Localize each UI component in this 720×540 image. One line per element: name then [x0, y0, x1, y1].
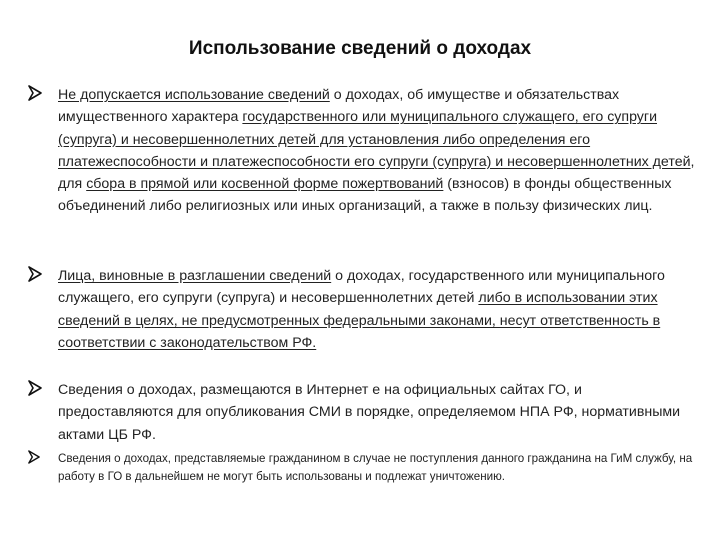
bullet-item-3: [58, 379, 698, 446]
bullet-2-text: [58, 268, 665, 351]
bullet-2-plain-1: о доходах, государственного или муниципального служащего, его супруги (супруга) и несовершеннолетних детей: [58, 268, 665, 307]
bullet-1-plain-2: , для: [58, 153, 695, 193]
bullet-item-1: [58, 84, 698, 218]
arrow-bullet-icon: [28, 380, 42, 396]
bullet-2-underlined-2: либо в использовании этих сведений в целях, не предусмотренных федеральными законами, несут ответственность в соответствии с законодательством РФ.: [58, 290, 661, 351]
bullet-1-underlined-3: сбора в прямой или косвенной форме пожертвований: [86, 176, 444, 193]
bullet-1-underlined-1: Не допускается использование сведений: [58, 87, 330, 103]
bullet-3-text: Сведения о доходах, размещаются в Интернет е на официальных сайтах ГО, и предоставляются для опубликования СМИ в порядке, определяемом НПА РФ, нормативными актами ЦБ РФ.: [58, 382, 681, 443]
bullet-1-underlined-2: государственного или муниципального служащего, его супруги (супруга) и несовершеннолетних детей для установления либо определения его платежеспособности и платежеспособности его супруги (супруга) и несовершеннолетних детей: [58, 109, 691, 170]
bullet-4-text: Сведения о доходах, представляемые гражданином в случае не поступления данного гражданина на ГиМ службу, на работу в ГО в дальнейшем не могут быть использованы и подлежат уничтожению.: [58, 452, 693, 483]
page-title: Использование сведений о доходах: [188, 38, 532, 59]
bullet-item-4: [58, 450, 698, 485]
arrow-bullet-icon: [28, 85, 42, 101]
arrow-bullet-icon: [28, 266, 42, 282]
bullet-1-plain-1: о доходах, об имуществе и обязательствах имущественного характера: [58, 87, 620, 126]
arrow-bullet-icon: [28, 450, 40, 464]
bullet-item-2: [58, 265, 698, 354]
bullet-2-underlined-1: Лица, виновные в разглашении сведений: [58, 268, 332, 284]
bullet-1-text: [58, 87, 694, 214]
bullet-1-plain-3: (взносов) в фонды общественных объединений либо религиозных или иных организаций, а также в пользу физических лиц.: [58, 176, 672, 215]
